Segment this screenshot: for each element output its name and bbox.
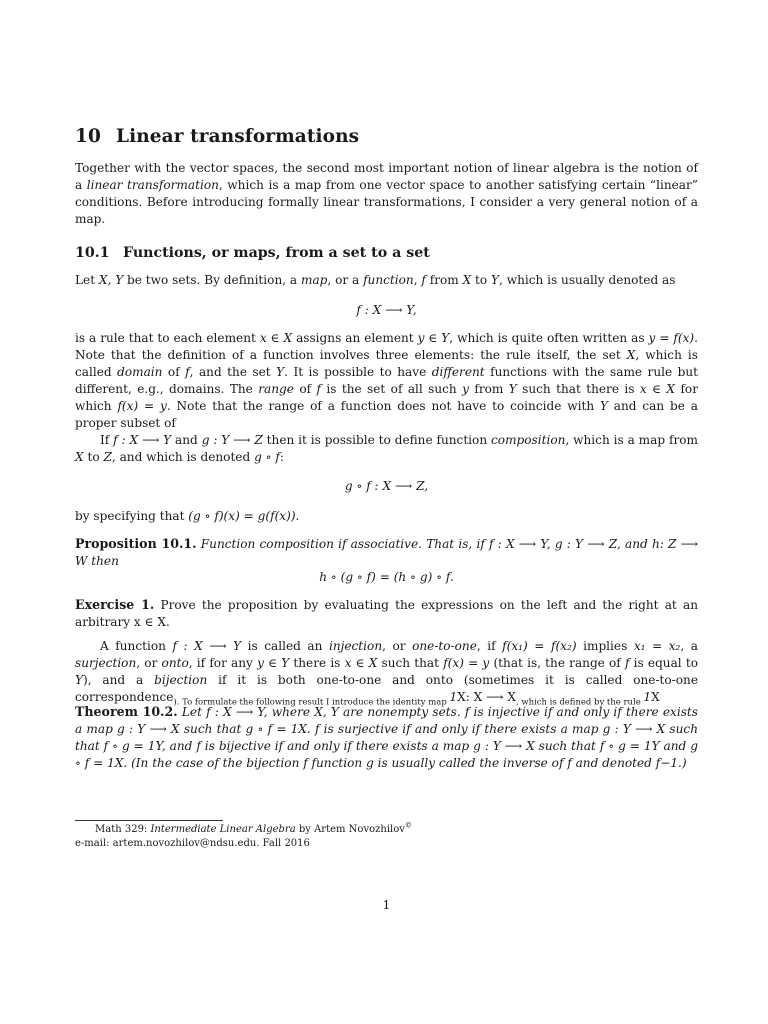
theorem-label: Theorem 10.2. bbox=[75, 704, 178, 719]
subsection-title bbox=[75, 245, 430, 261]
intro-paragraph: Together with the vector spaces, the second most important notion of linear algebra is the notion of a linear transformation, which is a map from one vector space to another satisfying certain “linear” conditions. Before introducing formally linear transformations, I consider a very general notion of a map. bbox=[75, 161, 698, 227]
page-number: 1 bbox=[382, 898, 391, 912]
footnote-line-2: e-mail: artem.novozhilov@ndsu.edu. Fall 2016 bbox=[75, 838, 310, 849]
exercise-label: Exercise 1. bbox=[75, 597, 155, 612]
proposition-text: Function composition if associative. That is, if f : X ⟶ Y, g : Y ⟶ Z, and h: Z ⟶ W then bbox=[75, 537, 698, 569]
exercise-block bbox=[75, 596, 698, 631]
footnote-rule bbox=[75, 820, 223, 821]
theorem-text: Let f : X ⟶ Y, where X, Y are nonempty sets. f is injective if and only if there exists a map g : Y ⟶ X such that g ∘ f = 1X. f is surjective if and only if there exists a map g : Y ⟶ X such that f ∘ g = 1Y, and f is bijective if and only if there exists a map g : Y ⟶ X such that f ∘ g = 1Y and g ∘ f = 1X. (In the case of the bijection f function g is usually called the inverse of f and denoted f−1.) bbox=[75, 705, 698, 771]
subsection-title-text: Functions, or maps, from a set to a set bbox=[123, 245, 430, 261]
proposition-equation: h ∘ (g ∘ f) = (h ∘ g) ∘ f. bbox=[319, 570, 454, 584]
page bbox=[75, 0, 698, 1024]
paragraph-composition-definition: by specifying that (g ∘ f)(x) = g(f(x)). bbox=[75, 509, 300, 523]
equation-map: f : X ⟶ Y, bbox=[356, 303, 417, 317]
paragraph-injection-surjection: A function f : X ⟶ Y is called an injection, or one-to-one, if f(x₁) = f(x₂) implies x₁ = x₂, a surjection, or onto, if for any y ∈ Y there is x ∈ X such that f(x) = y (that is, the range of f is equal to Y), and a bijection if it is both one-to-one and onto (sometimes it is called one-to-one correspondence$_{). To formulate the following result I introduce the identity map}$ 1X: X ⟶ $X_{, which is defined by the rule}$ 1X bbox=[75, 639, 699, 707]
exercise-text: Prove the proposition by evaluating the expressions on the left and the right at an arbitrary x ∈ X. bbox=[75, 598, 698, 630]
paragraph-map-definition: Let X, Y be two sets. By definition, a map, or a function, f from X to Y, which is usually denoted as bbox=[75, 273, 676, 287]
section-number: 10 bbox=[75, 126, 101, 147]
section-title-text: Linear transformations bbox=[116, 126, 360, 147]
term-linear-transformation: linear transformation bbox=[86, 178, 219, 193]
section-title bbox=[75, 126, 359, 147]
proposition-block bbox=[75, 535, 698, 570]
footnote-line-1: Math 329: Intermediate Linear Algebra by Artem Novozhilov© bbox=[95, 821, 412, 835]
paragraph-composition: If f : X ⟶ Y and g : Y ⟶ Z then it is possible to define function composition, which is a map from X to Z, and which is denoted g ∘ f: bbox=[75, 433, 698, 465]
equation-composition: g ∘ f : X ⟶ Z, bbox=[344, 479, 429, 493]
theorem-block bbox=[75, 703, 698, 772]
subsection-number: 10.1 bbox=[75, 245, 110, 261]
paragraph-domain-range: is a rule that to each element x ∈ X assigns an element y ∈ Y, which is quite often written as y = f(x). Note that the definition of a function involves three elements: the rule itself, the set X, which is called domain of f, and the set Y. It is possible to have different functions with the same rule but different, e.g., domains. The range of f is the set of all such y from Y such that there is x ∈ X for which f(x) = y. Note that the range of a function does not have to coincide with Y and can be a proper subset of bbox=[75, 331, 699, 431]
proposition-label: Proposition 10.1. bbox=[75, 536, 197, 551]
